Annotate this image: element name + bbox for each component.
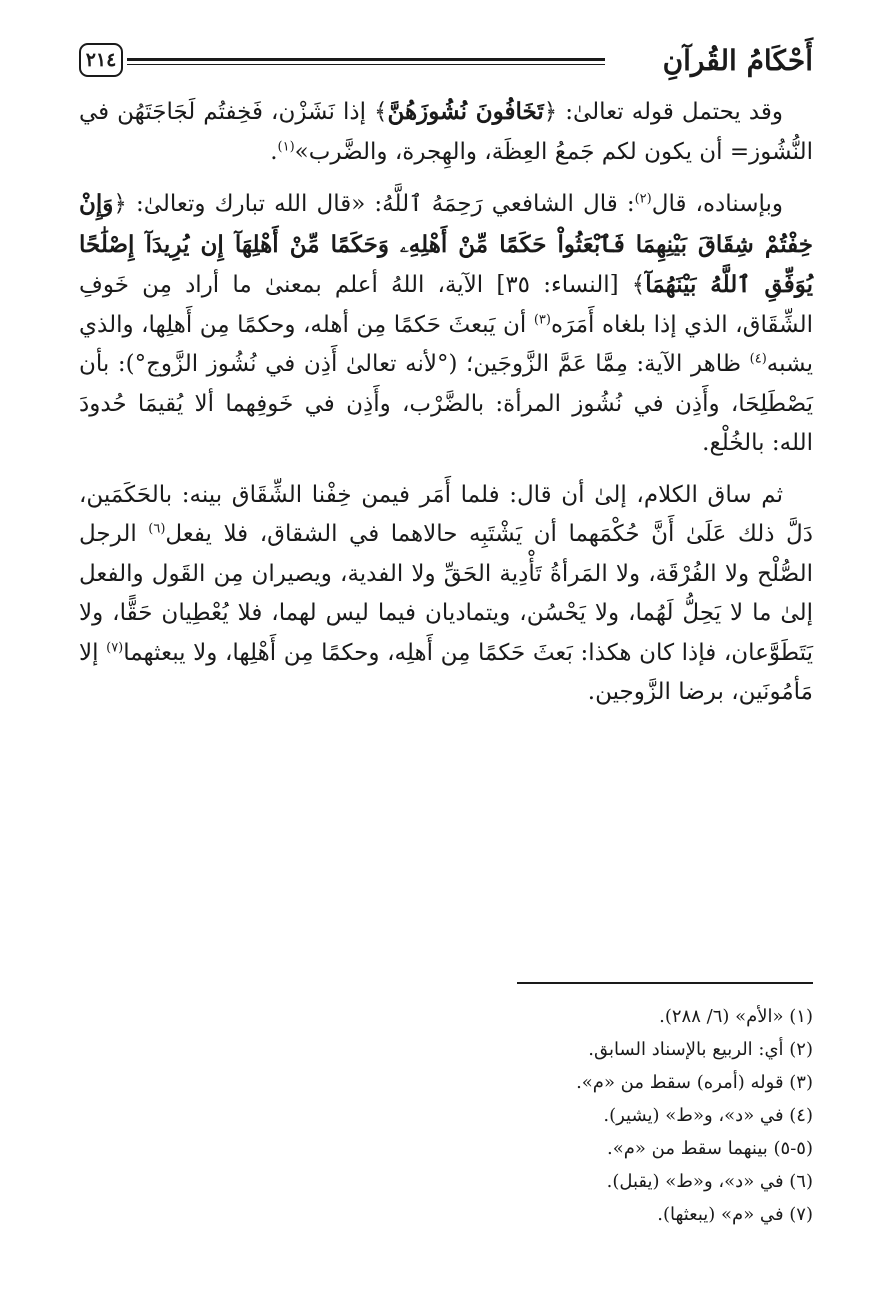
- paragraph: [79, 184, 813, 464]
- text-run: إلا مَأمُونَين، برضا الزَّوجين.: [79, 639, 813, 705]
- footnote: (٦) في «د»، و«ط» (يقبل).: [606, 1171, 813, 1192]
- text-run: ظاهر الآية: مِمَّا عَمَّ الزَّوجَين؛ (°لأنه تعالىٰ أَذِن في نُشُوز الزَّوج°): بأن يَصْطَلِحَا، وأَذِن في نُشُوز المرأة: بالضَّرْب، وأَذِن في خَوفِهما ألا يُقيمَا حُدودَ الله: بالخُلْع.: [79, 351, 813, 456]
- paragraph: [79, 476, 813, 713]
- page-header: [79, 40, 813, 84]
- text-run: ثم ساق الكلام، إلىٰ أن قال: فلما أَمَر فيمن خِفْنا الشِّقَاق بينه: بالحَكَمَين، دَلَّ ذلك عَلَىٰ أَنَّ حُكْمَهما أن يَشْتَبِه حالاهما في الشقاق، فلا يفعل: [79, 481, 813, 547]
- quran-verse: تَخَافُونَ نُشُوزَهُنَّ: [387, 98, 544, 125]
- footnote: (٣) قوله (أمره) سقط من «م».: [576, 1072, 813, 1093]
- footnote: (٧) في «م» (يبعثها).: [657, 1204, 813, 1225]
- verse-bracket: ﴾: [374, 99, 388, 125]
- footnotes-list: [400, 1000, 813, 1231]
- footnote-ref: (٧): [106, 639, 124, 655]
- text-run: إذا نَشَزْن، فَخِفتُم لَجَاجَتَهُن في النُّشُوز= أن يكون لكم جَمعُ العِظَة، والهِجرة، والضَّرب»: [79, 99, 813, 165]
- text-run: أن يَبعثَ حَكمًا مِن أهله، وحكمًا مِن أَهلِها، والذي يشبه: [79, 311, 813, 377]
- footnote-separator: [517, 982, 813, 984]
- text-run: وقد يحتمل قوله تعالىٰ:: [557, 99, 783, 125]
- footnote: (١) «الأم» (٦/ ٢٨٨).: [659, 1006, 813, 1027]
- text-run: .: [270, 138, 278, 165]
- footnote-ref: (٦): [148, 521, 166, 537]
- book-title: أَحْكَامُ القُرآنِ: [662, 44, 813, 77]
- text-run: الرجل الصُّلْح ولا الفُرْقَة، ولا المَرأةُ تَأْدِية الحَقِّ ولا الفدية، ويصيران مِن القَول والفعل إلىٰ ما لا يَحِلُّ لَهُما، ولا يَحْسُن، ويتماديان فيما ليس لهما، فلا يُعْطِيان حَقًّا، ولا يَتَطَوَّعان، فإذا كان هكذا: بَعثَ حَكمًا مِن أَهلِه، وحكمًا مِن أَهْلِها، ولا يبعثهما: [79, 521, 813, 666]
- verse-bracket: ﴾: [631, 272, 646, 298]
- footnote-ref: (٤): [749, 351, 767, 367]
- footnote-ref: (١): [277, 138, 295, 154]
- text-run: وبإسناده، قال: [651, 191, 783, 217]
- text-run: [النساء: ٣٥] الآية، اللهُ أعلم بمعنىٰ ما أراد مِن خَوفِ الشِّقَاق، الذي إذا بلغاه أَمَرَه: [79, 272, 814, 338]
- footnote-ref: (٢): [634, 191, 652, 207]
- verse-bracket: ﴿: [113, 191, 127, 217]
- quran-verse: وَإِنْ خِفْتُمْ شِقَاقَ بَيْنِهِمَا فَٱبْعَثُواْ حَكَمًا مِّنْ أَهْلِهِۦ وَحَكَمًا مِّنْ أَهْلِهَآ إِن يُرِيدَآ إِصْلَٰحًا يُوَفِّقِ ٱللَّهُ بَيْنَهُمَآ: [79, 190, 813, 298]
- header-rule: [127, 58, 605, 61]
- main-text: [79, 92, 813, 713]
- verse-bracket: ﴿: [543, 99, 558, 125]
- footnote-ref: (٣): [533, 311, 551, 327]
- footnote: (٢) أي: الربيع بالإسناد السابق.: [588, 1039, 813, 1060]
- header-rule-thin: [127, 64, 605, 65]
- text-run: : قال الشافعي رَحِمَهُ ٱللَّهُ: «قال الله تبارك وتعالىٰ:: [126, 191, 635, 217]
- footnote: (٤) في «د»، و«ط» (يشير).: [603, 1105, 813, 1126]
- paragraph: [79, 92, 813, 172]
- page-number: ٢١٤: [79, 43, 123, 77]
- footnote: (٥-٥) بينهما سقط من «م».: [607, 1138, 813, 1159]
